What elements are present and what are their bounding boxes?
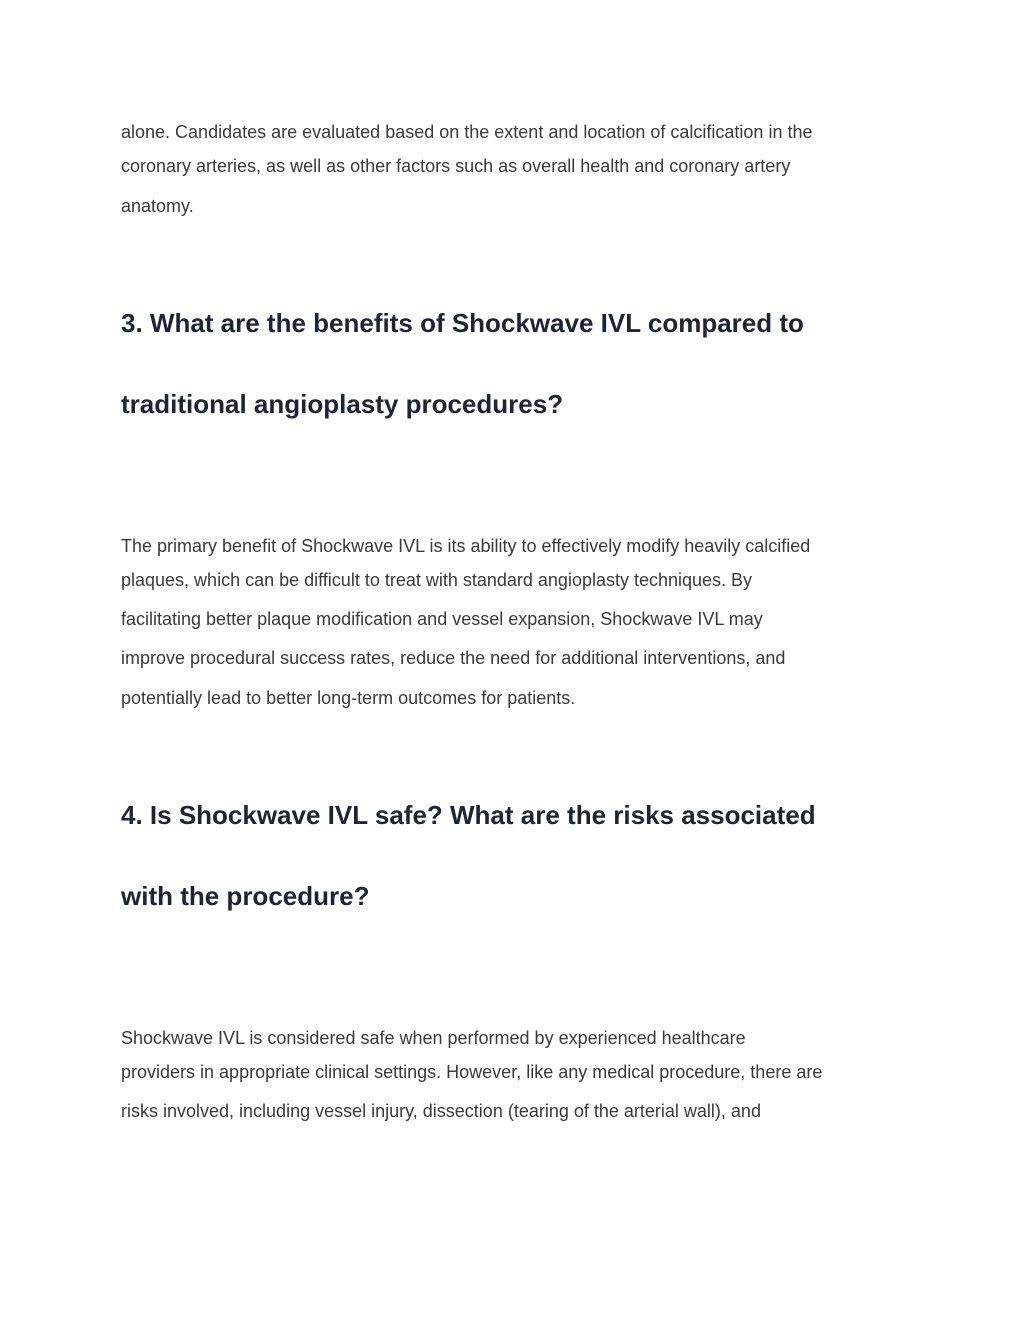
paragraph-line: facilitating better plaque modification and vessel expansion, Shockwave IVL may: [121, 609, 763, 629]
paragraph-line: plaques, which can be difficult to treat with standard angioplasty techniques. By: [121, 570, 753, 590]
paragraph-line: improve procedural success rates, reduce the need for additional interventions, and: [121, 648, 786, 668]
paragraph-line: coronary arteries, as well as other factors such as overall health and coronary artery: [121, 156, 791, 176]
paragraph-line: alone. Candidates are evaluated based on the extent and location of calcification in the: [121, 122, 813, 142]
heading-line: with the procedure?: [121, 881, 370, 911]
paragraph-line: The primary benefit of Shockwave IVL is its ability to effectively modify heavily calcified: [121, 536, 811, 556]
paragraph-line: Shockwave IVL is considered safe when performed by experienced healthcare: [121, 1028, 746, 1048]
heading-line: 3. What are the benefits of Shockwave IVL compared to: [121, 308, 804, 338]
paragraph-line: potentially lead to better long-term outcomes for patients.: [121, 688, 576, 708]
paragraph-line: anatomy.: [121, 196, 194, 216]
heading-line: 4. Is Shockwave IVL safe? What are the risks associated: [121, 800, 816, 830]
paragraph-line: risks involved, including vessel injury, dissection (tearing of the arterial wall), and: [121, 1101, 761, 1121]
paragraph-line: providers in appropriate clinical settings. However, like any medical procedure, there are: [121, 1062, 823, 1082]
heading-line: traditional angioplasty procedures?: [121, 389, 564, 419]
